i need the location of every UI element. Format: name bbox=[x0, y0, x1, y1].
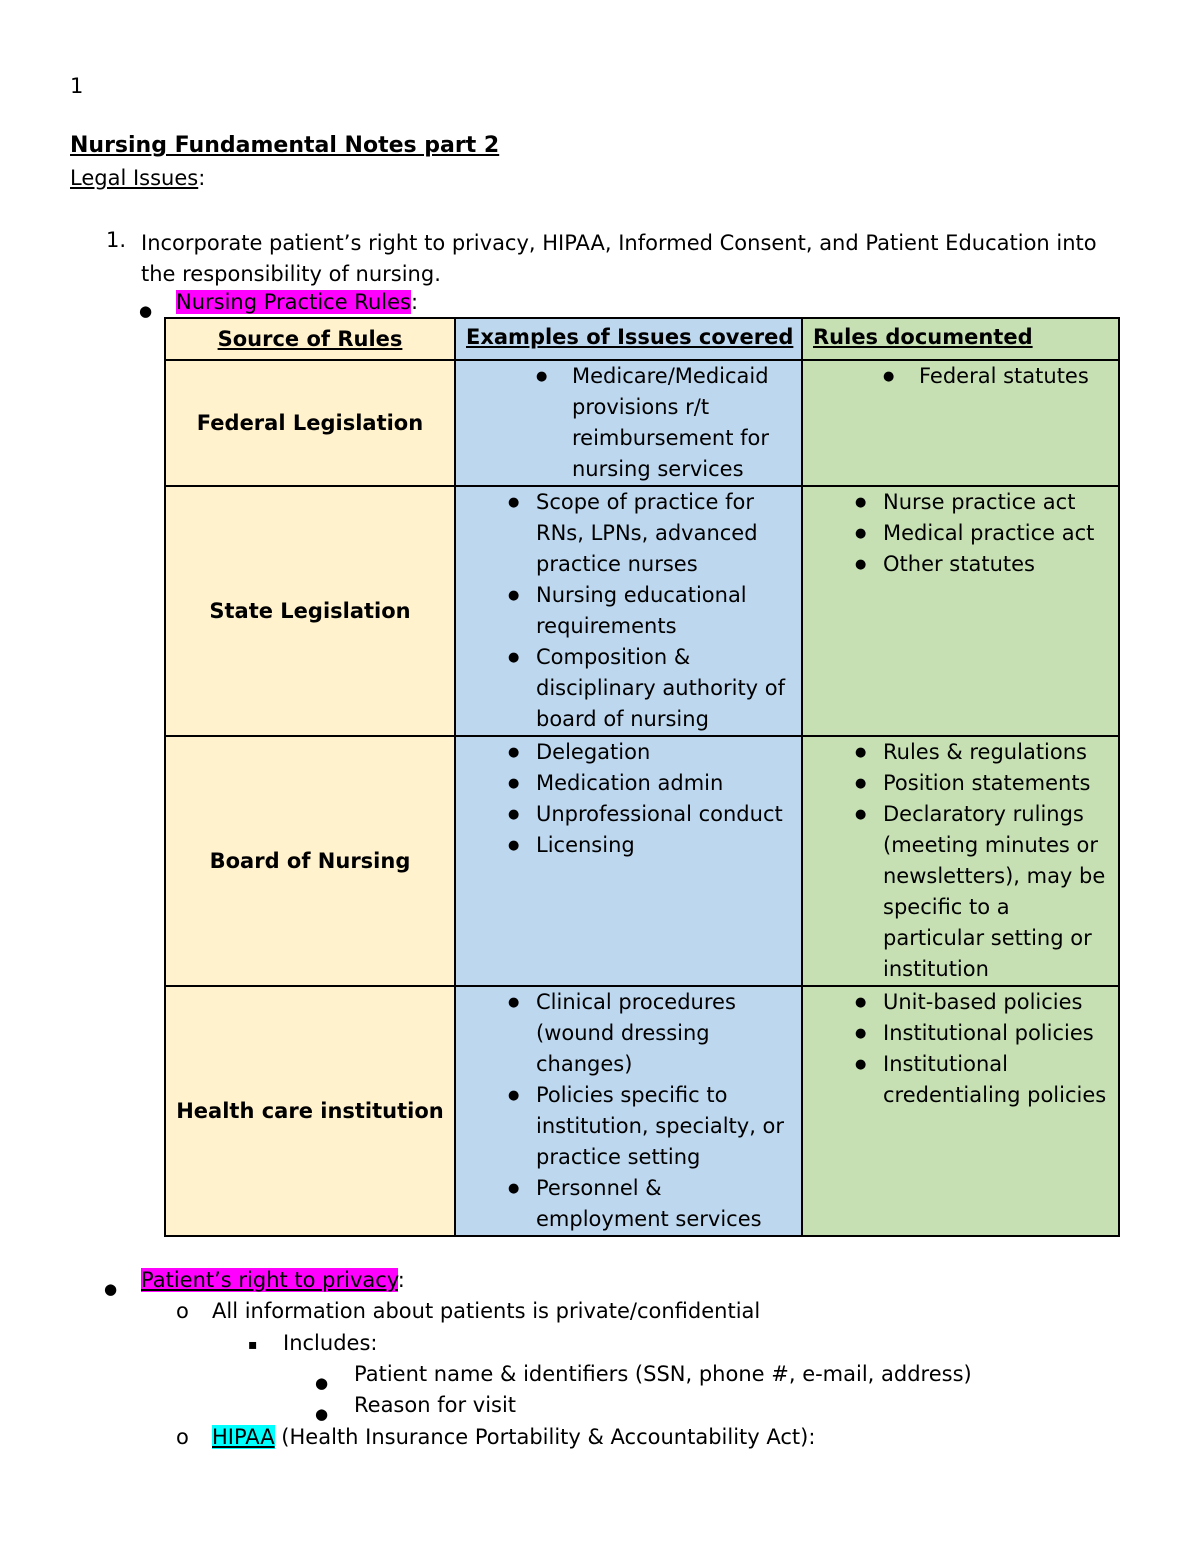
privacy-label: Patient’s right to privacy bbox=[141, 1268, 398, 1292]
list-item: ● Position statements bbox=[803, 768, 1118, 799]
row-examples bbox=[455, 486, 802, 736]
row-documented bbox=[802, 986, 1119, 1236]
privacy-heading: Patient’s right to privacy: bbox=[141, 1268, 405, 1292]
section-label: Legal Issues bbox=[70, 166, 199, 190]
row-source: State Legislation bbox=[165, 486, 455, 736]
row-source: Federal Legislation bbox=[165, 360, 455, 486]
table-row bbox=[165, 486, 1119, 736]
header-documented: Rules documented bbox=[802, 318, 1119, 360]
row-documented bbox=[802, 486, 1119, 736]
row-source: Health care institution bbox=[165, 986, 455, 1236]
rules-table bbox=[164, 317, 1120, 1237]
list-item: Reason for visit bbox=[354, 1393, 517, 1417]
row-documented bbox=[802, 360, 1119, 486]
objective-text: Incorporate patient’s right to privacy, HIPAA, Informed Consent, and Patient Education into the responsibility of nursing. bbox=[141, 231, 1097, 286]
bullet-marker: ● bbox=[104, 1280, 118, 1298]
row-examples bbox=[455, 736, 802, 986]
hipaa-line bbox=[212, 1425, 815, 1449]
list-item: ● Rules & regulations bbox=[803, 737, 1118, 768]
bullet-marker: ● bbox=[315, 1374, 329, 1392]
section-heading bbox=[70, 166, 205, 190]
table-row bbox=[165, 986, 1119, 1236]
list-item: ● Scope of practice for RNs, LPNs, advanced practice nurses bbox=[456, 487, 801, 580]
list-item: ● Nurse practice act bbox=[803, 487, 1118, 518]
list-item: ● Personnel & employment services bbox=[456, 1173, 801, 1235]
hipaa-label: HIPAA bbox=[212, 1425, 275, 1449]
list-item: ● Nursing educational requirements bbox=[456, 580, 801, 642]
table-row bbox=[165, 736, 1119, 986]
circle-marker: o bbox=[176, 1425, 189, 1449]
row-examples bbox=[455, 360, 802, 486]
list-item: ● Licensing bbox=[456, 830, 801, 861]
document-title: Nursing Fundamental Notes part 2 bbox=[70, 133, 500, 158]
practice-rules-heading: Nursing Practice Rules: bbox=[176, 290, 419, 314]
list-item: ● Composition & disciplinary authority of board of nursing bbox=[456, 642, 801, 735]
square-marker: ▪ bbox=[248, 1337, 258, 1353]
header-examples: Examples of Issues covered bbox=[455, 318, 802, 360]
header-source: Source of Rules bbox=[165, 318, 455, 360]
list-item: ● Institutional policies bbox=[803, 1018, 1118, 1049]
page-number: 1 bbox=[70, 74, 84, 98]
practice-rules-label: Nursing Practice Rules bbox=[176, 290, 411, 314]
list-number: 1. bbox=[106, 228, 127, 252]
list-item: ● Declaratory rulings (meeting minutes or newsletters), may be specific to a particular setting or institution bbox=[803, 799, 1118, 985]
list-item: ● Clinical procedures (wound dressing changes) bbox=[456, 987, 801, 1080]
list-item: ● Medication admin bbox=[456, 768, 801, 799]
list-item: ● Unprofessional conduct bbox=[456, 799, 801, 830]
list-item: ● Medicare/Medicaid provisions r/t reimbursement for nursing services bbox=[456, 361, 801, 485]
row-documented bbox=[802, 736, 1119, 986]
list-item: ● Policies specific to institution, specialty, or practice setting bbox=[456, 1080, 801, 1173]
privacy-confidential-text: All information about patients is private/confidential bbox=[212, 1299, 761, 1323]
row-source: Board of Nursing bbox=[165, 736, 455, 986]
hipaa-description: (Health Insurance Portability & Accountability Act): bbox=[274, 1425, 816, 1449]
list-item: ● Institutional credentialing policies bbox=[803, 1049, 1118, 1111]
includes-label: Includes: bbox=[283, 1331, 378, 1355]
list-item: Patient name & identifiers (SSN, phone #, e-mail, address) bbox=[354, 1362, 972, 1386]
circle-marker: o bbox=[176, 1299, 189, 1323]
bullet-marker: ● bbox=[139, 302, 153, 320]
list-item: ● Unit-based policies bbox=[803, 987, 1118, 1018]
list-item: ● Federal statutes bbox=[803, 361, 1118, 392]
table-row bbox=[165, 360, 1119, 486]
list-item: ● Other statutes bbox=[803, 549, 1118, 580]
bullet-marker: ● bbox=[315, 1405, 329, 1423]
table-header-row bbox=[165, 318, 1119, 360]
row-examples bbox=[455, 986, 802, 1236]
section-colon: : bbox=[198, 166, 206, 190]
list-item: ● Medical practice act bbox=[803, 518, 1118, 549]
list-item: ● Delegation bbox=[456, 737, 801, 768]
